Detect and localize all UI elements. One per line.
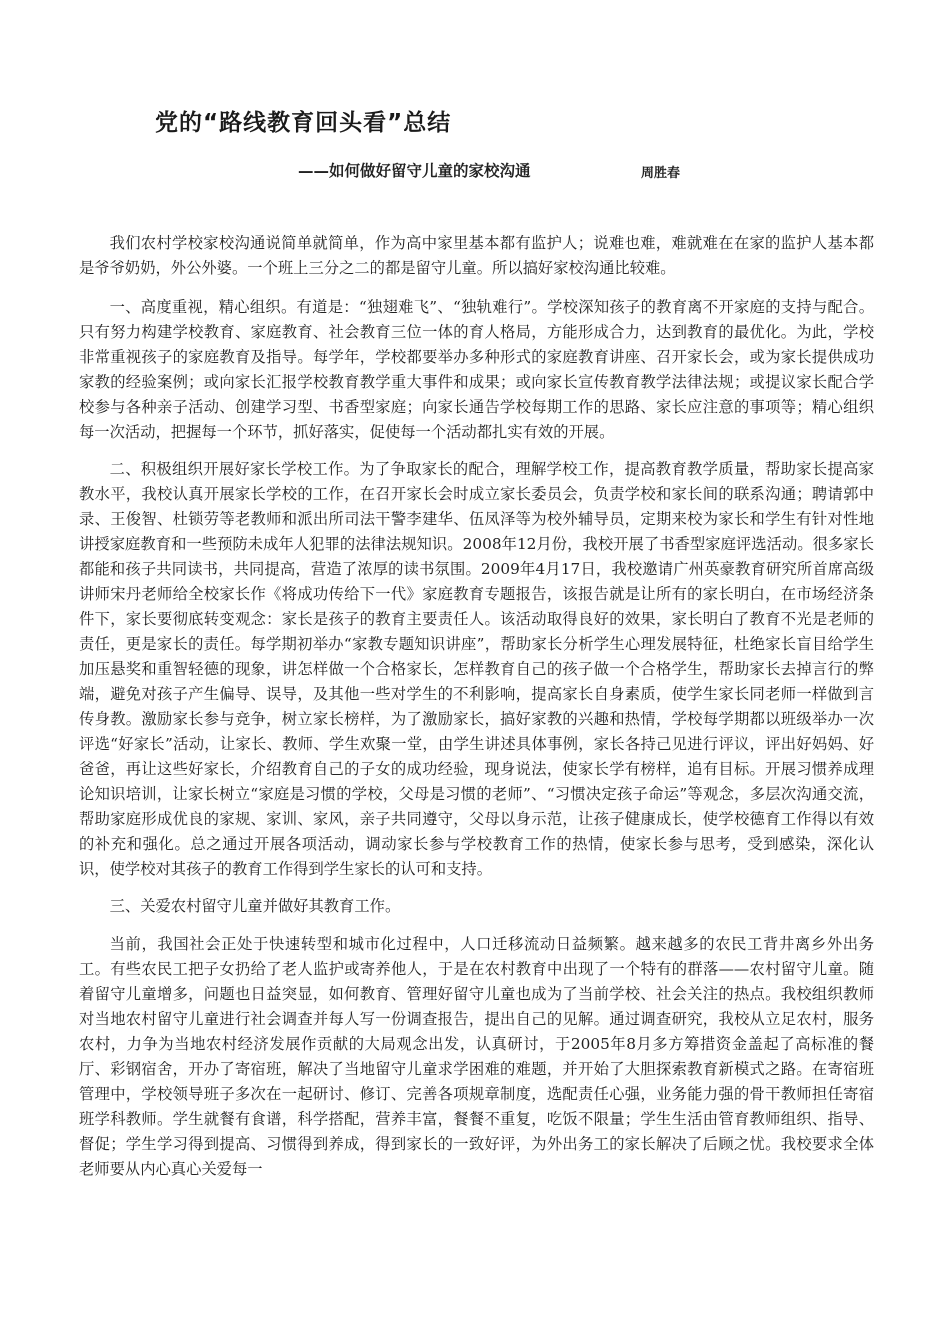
paragraph-section-3-body: 当前，我国社会正处于快速转型和城市化过程中，人口迁移流动日益频繁。越来越多的农民工背井离乡外出务工。有些农民工把子女扔给了老人监护或寄养他人，于是在农村教育中出现了一个特有的群落——农村留守儿童。随着留守儿童增多，问题也日益突显，如何教育、管理好留守儿童也成为了当前学校、社会关注的热点。我校组织教师对当地农村留守儿童进行社会调查并每人写一份调查报告，提出自己的见解。通过调查研究，我校从立足农村，服务农村，力争为当地农村经济发展作贡献的大局观念出发，认真研讨，于2005年8月多方筹措资金盖起了高标准的餐厅、彩钢宿舍，开办了寄宿班，解决了当地留守儿童求学困难的难题，并开始了大胆探索教育新模式之路。在寄宿班管理中，学校领导班子多次在一起研讨、修订、完善各项规章制度，选配责任心强，业务能力强的骨干教师担任寄宿班学科教师。学生就餐有食谱，科学搭配，营养丰富，餐餐不重复，吃饭不限量；学生生活由管育教师组织、指导、督促；学生学习得到提高、习惯得到养成，得到家长的一致好评，为外出务工的家长解决了后顾之忧。我校要求全体老师要从内心真心关爱每一 — [79, 935, 874, 1178]
paragraph-section-2: 二、积极组织开展好家长学校工作。为了争取家长的配合，理解学校工作，提高教育教学质量，帮助家长提高家教水平，我校认真开展家长学校的工作，在召开家长会时成立家长委员会，负责学校和家长间的联系沟通；聘请郭中录、王俊智、杜锁劳等老教师和派出所司法干警李建华、伍凤泽等为校外辅导员，定期来校为家长和学生有针对性地讲授家庭教育和一些预防未成年人犯罪的法律法规知识。2008年12月份，我校开展了书香型家庭评选活动。很多家长都能和孩子共同读书，共同提高，营造了浓厚的读书氛围。2009年4月17日，我校邀请广州英豪教育研究所首席高级讲师宋丹老师给全校家长作《将成功传给下一代》家庭教育专题报告，该报告就是让所有的家长明白，在市场经济条件下，家长要彻底转变观念：家长是孩子的教育主要责任人。该活动取得良好的效果，家长明白了教育不光是老师的责任，更是家长的责任。每学期初举办“家教专题知识讲座”，帮助家长分析学生心理发展特征，杜绝家长盲目给学生加压悬奖和重智轻德的现象，讲怎样做一个合格家长，怎样教育自己的孩子做一个合格学生，帮助家长去掉言行的弊端，避免对孩子产生偏导、误导，及其他一些对学生的不利影响，提高家长自身素质，使学生家长同老师一样做到言传身教。激励家长参与竞争，树立家长榜样，为了激励家长，搞好家教的兴趣和热情，学校每学期都以班级举办一次评选“好家长”活动，让家长、教师、学生欢聚一堂，由学生讲述具体事例，家长各持己见进行评议，评出好妈妈、好爸爸，再让这些好家长，介绍教育自己的子女的成功经验，现身说法，使家长学有榜样，追有目标。开展习惯养成理论知识培训，让家长树立“家庭是习惯的学校，父母是习惯的老师”、“习惯决定孩子命运”等观念，多层次沟通交流，帮助家庭形成优良的家规、家训、家风，亲子共同遵守，父母以身示范，让孩子健康成长，使学校德育工作得以有效的补充和强化。总之通过开展各项活动，调动家长参与学校教育工作的热情，使家长参与思考，受到感染，深化认识，使学校对其孩子的教育工作得到学生家长的认可和支持。 — [79, 460, 874, 878]
document-subtitle: ——如何做好留守儿童的家校沟通 — [298, 162, 531, 180]
paragraph-intro: 我们农村学校家校沟通说简单就简单，作为高中家里基本都有监护人；说难也难，难就难在在家的监护人基本都是爷爷奶奶，外公外婆。一个班上三分之二的都是留守儿童。所以搞好家校沟通比较难。 — [79, 234, 874, 277]
paragraph-section-3-heading: 三、关爱农村留守儿童并做好其教育工作。 — [109, 897, 401, 915]
author-name: 周胜春 — [641, 166, 681, 181]
paragraph-section-1: 一、高度重视，精心组织。有道是：“独翅难飞”、“独轨难行”。学校深知孩子的教育离不开家庭的支持与配合。只有努力构建学校教育、家庭教育、社会教育三位一体的育人格局，方能形成合力，达到教育的最优化。为此，学校非常重视孩子的家庭教育及指导。每学年，学校都要举办多种形式的家庭教育讲座、召开家长会，或为家长提供成功家教的经验案例；或向家长汇报学校教育教学重大事件和成果；或向家长宣传教育教学法律法规；或提议家长配合学校参与各种亲子活动、创建学习型、书香型家庭；向家长通告学校每期工作的思路、家长应注意的事项等；精心组织每一次活动，把握每一个环节，抓好落实，促使每一个活动都扎实有效的开展。 — [79, 298, 874, 441]
document-body — [79, 231, 874, 1194]
document-title: 党的“路线教育回头看”总结 — [155, 110, 452, 136]
